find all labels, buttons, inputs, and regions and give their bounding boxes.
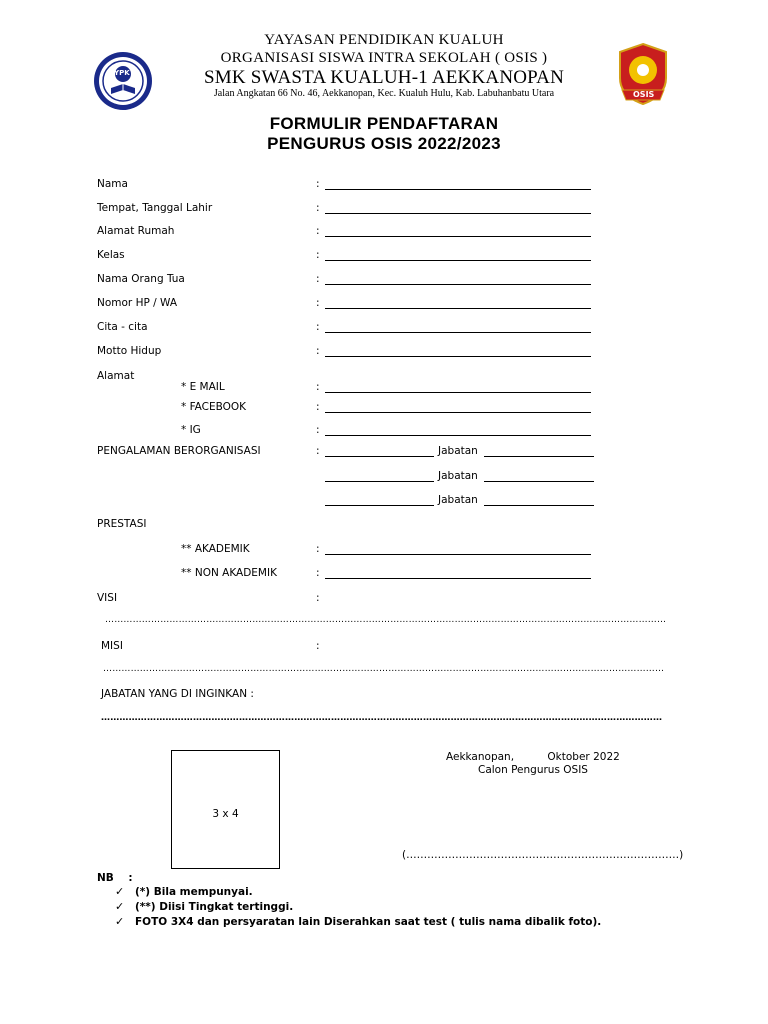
hp-input-line[interactable] (325, 308, 591, 309)
foundation-name: YAYASAN PENDIDIKAN KUALUH (264, 32, 504, 48)
field-colon: : (316, 567, 320, 579)
field-colon: : (316, 592, 320, 604)
field-label-kelas: Kelas (97, 249, 125, 261)
field-label-akademik: ** AKADEMIK (181, 543, 250, 555)
organization-name: ORGANISASI SISWA INTRA SEKOLAH ( OSIS ) (220, 50, 548, 66)
field-colon: : (316, 178, 320, 190)
field-colon: : (316, 321, 320, 333)
field-colon: : (316, 249, 320, 261)
pengalaman-jabatan-line-3[interactable] (484, 505, 594, 506)
field-colon: : (316, 225, 320, 237)
akademik-input-line[interactable] (325, 554, 591, 555)
field-label-pengalaman: PENGALAMAN BERORGANISASI (97, 445, 261, 457)
kelas-input-line[interactable] (325, 260, 591, 261)
field-colon: : (316, 202, 320, 214)
pengalaman-org-line-3[interactable] (325, 505, 434, 506)
field-label-hp: Nomor HP / WA (97, 297, 178, 309)
field-colon: : (316, 273, 320, 285)
signature-role: Calon Pengurus OSIS (478, 764, 588, 776)
field-label-cita: Cita - cita (97, 321, 148, 333)
signature-place-date: Aekkanopan, Oktober 2022 (446, 751, 620, 763)
alamat-rumah-input-line[interactable] (325, 236, 591, 237)
photo-size-label: 3 x 4 (212, 808, 239, 820)
pengalaman-jabatan-line-1[interactable] (484, 456, 594, 457)
cita-input-line[interactable] (325, 332, 591, 333)
field-colon: : (316, 543, 320, 555)
check-icon: ✓ (115, 915, 125, 928)
field-label-misi: MISI (101, 640, 123, 652)
ig-input-line[interactable] (325, 435, 591, 436)
orang-tua-input-line[interactable] (325, 284, 591, 285)
field-label-alamat-rumah: Alamat Rumah (97, 225, 175, 237)
note-item: FOTO 3X4 dan persyaratan lain Diserahkan saat test ( tulis nama dibalik foto). (135, 916, 602, 928)
visi-dotted-line[interactable]: ………………………………………………………………………………………………………………………………………………………………… (105, 615, 667, 625)
field-label-nama: Nama (97, 178, 128, 190)
field-label-email: * E MAIL (181, 381, 225, 393)
field-label-ttl: Tempat, Tanggal Lahir (97, 202, 213, 214)
field-label-facebook: * FACEBOOK (181, 401, 247, 413)
pengalaman-jabatan-line-2[interactable] (484, 481, 594, 482)
note-item: (*) Bila mempunyai. (135, 886, 253, 898)
signature-name-placeholder[interactable]: (……………………………………………………………………) (402, 849, 684, 861)
jabatan-diinginkan-dotted-line[interactable]: ………………………………………………………………………………………………………………………………………………………………… (101, 713, 663, 723)
check-icon: ✓ (115, 885, 125, 898)
field-label-prestasi: PRESTASI (97, 518, 147, 530)
nama-input-line[interactable] (325, 189, 591, 190)
motto-input-line[interactable] (325, 356, 591, 357)
school-address: Jalan Angkatan 66 No. 46, Aekkanopan, Kec. Kualuh Hulu, Kab. Labuhanbatu Utara (213, 88, 555, 99)
pengalaman-org-line-1[interactable] (325, 456, 434, 457)
field-colon: : (316, 445, 320, 457)
note-item: (**) Diisi Tingkat tertinggi. (135, 901, 294, 913)
field-colon: : (316, 424, 320, 436)
field-label-orang-tua: Nama Orang Tua (97, 273, 185, 285)
photo-box[interactable] (171, 750, 280, 869)
school-name: SMK SWASTA KUALUH-1 AEKKANOPAN (203, 67, 565, 88)
ypk-logo-text: YPK (114, 69, 130, 77)
osis-logo-text: OSIS (633, 90, 655, 99)
field-label-non-akademik: ** NON AKADEMIK (181, 567, 277, 579)
field-label-jabatan-diinginkan: JABATAN YANG DI INGINKAN : (101, 688, 254, 700)
form-title-line2: PENGURUS OSIS 2022/2023 (267, 134, 501, 153)
notes-heading: NB : (97, 872, 133, 884)
jabatan-label-3: Jabatan (438, 494, 478, 506)
jabatan-label-2: Jabatan (438, 470, 478, 482)
check-icon: ✓ (115, 900, 125, 913)
field-label-ig: * IG (181, 424, 201, 436)
pengalaman-org-line-2[interactable] (325, 481, 434, 482)
field-colon: : (316, 381, 320, 393)
jabatan-label-1: Jabatan (438, 445, 478, 457)
field-colon: : (316, 297, 320, 309)
misi-dotted-line[interactable]: ………………………………………………………………………………………………………………………………………………………………… (103, 664, 665, 674)
osis-logo (614, 42, 672, 106)
facebook-input-line[interactable] (325, 412, 591, 413)
field-label-visi: VISI (97, 592, 118, 604)
field-colon: : (316, 401, 320, 413)
field-colon: : (316, 640, 320, 652)
ttl-input-line[interactable] (325, 213, 591, 214)
email-input-line[interactable] (325, 392, 591, 393)
non-akademik-input-line[interactable] (325, 578, 591, 579)
field-label-motto: Motto Hidup (97, 345, 162, 357)
form-title-line1: FORMULIR PENDAFTARAN (269, 114, 499, 133)
field-label-alamat: Alamat (97, 370, 135, 382)
field-colon: : (316, 345, 320, 357)
